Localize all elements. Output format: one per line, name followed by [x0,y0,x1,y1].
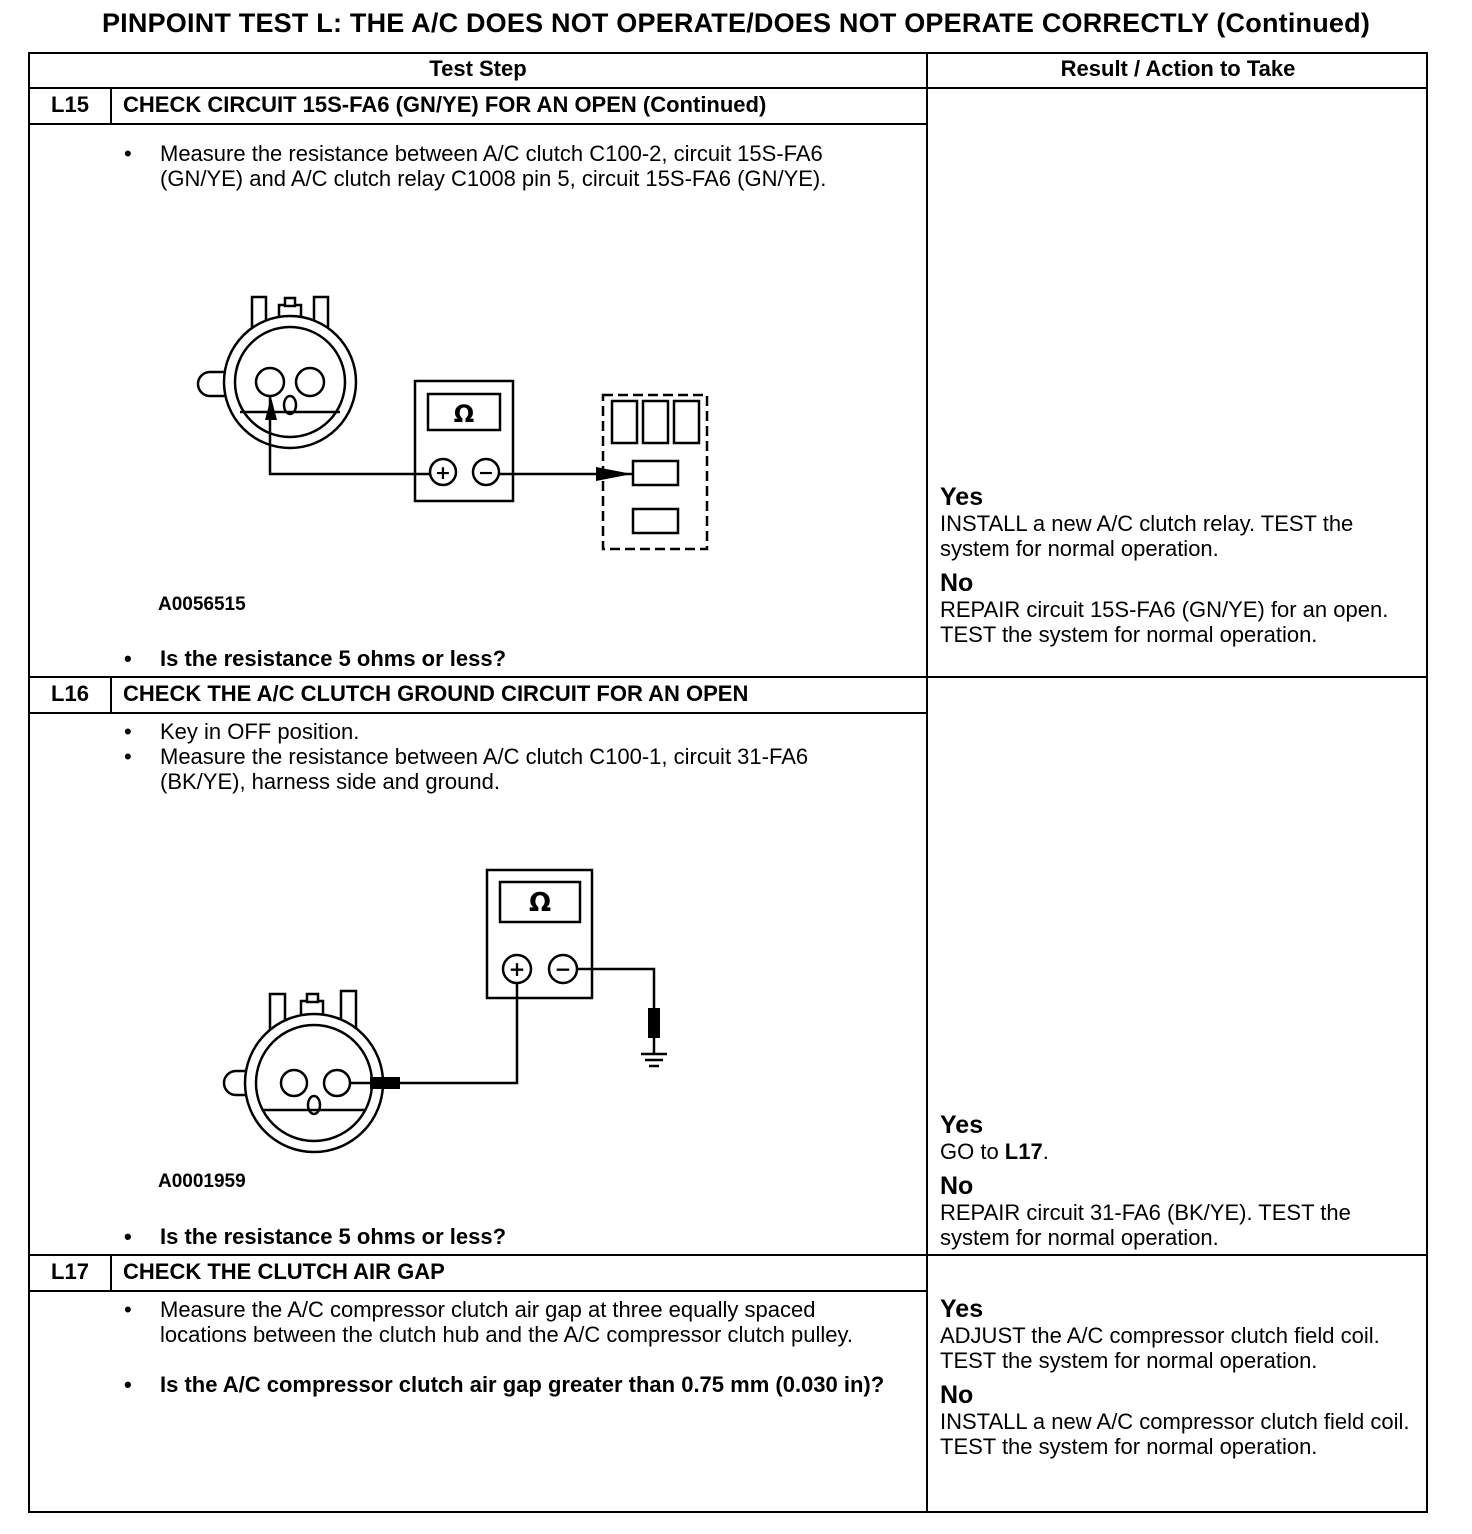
connector-latch-top [307,994,318,1002]
l16-yes-suffix: . [1042,1139,1049,1164]
bullet-icon: • [124,1297,132,1322]
bullet-icon: • [124,744,132,769]
bullet-icon: • [124,719,132,744]
header-test-step: Test Step [429,56,527,81]
header-result: Result / Action to Take [1060,56,1296,81]
l16-question [124,1224,900,1249]
step-title-l16: CHECK THE A/C CLUTCH GROUND CIRCUIT FOR AN OPEN [123,681,749,706]
l16-yes-label: Yes [940,1111,984,1139]
l17-result [940,1295,1424,1459]
step-title-l15: CHECK CIRCUIT 15S-FA6 (GN/YE) FOR AN OPEN (Continued) [123,92,767,117]
page-title: PINPOINT TEST L: THE A/C DOES NOT OPERATE/DOES NOT OPERATE CORRECTLY (Continued) [101,8,1371,38]
bullet-icon: • [124,1372,132,1397]
bullet-icon: • [124,141,132,166]
l17-instruction [124,1297,860,1347]
minus-symbol: − [478,462,494,484]
l16-question-text: Is the resistance 5 ohms or less? [160,1224,507,1249]
plus-symbol: + [508,957,526,981]
l15-no-label: No [940,569,974,597]
l15-yes-text: INSTALL a new A/C clutch relay. TEST the system for normal operation. [940,511,1354,561]
l17-yes-text: ADJUST the A/C compressor clutch field coil. TEST the system for normal operation. [940,1323,1380,1373]
plus-symbol: + [435,462,451,484]
l15-yes-label: Yes [940,483,984,511]
l16-instruction-2-text: Measure the resistance between A/C clutch C100-1, circuit 31-FA6 (BK/YE), harness side and ground. [160,744,809,794]
l15-figure-id: A0056515 [158,594,246,615]
l17-yes-label: Yes [940,1295,984,1323]
ohm-symbol: Ω [528,888,552,918]
l15-question-text: Is the resistance 5 ohms or less? [160,646,507,671]
l16-instruction-1-text: Key in OFF position. [160,719,360,744]
bullet-icon: • [124,1224,132,1249]
ohm-symbol: Ω [453,400,475,428]
l17-question [124,1372,900,1397]
l17-no-label: No [940,1381,974,1409]
l15-no-text: REPAIR circuit 15S-FA6 (GN/YE) for an open. TEST the system for normal operation. [940,597,1389,647]
probe-tip [370,1077,400,1089]
step-id-l15: L15 [51,92,89,117]
l16-yes-prefix: GO to [940,1139,1005,1164]
step-id-l17: L17 [51,1259,89,1284]
bullet-icon: • [124,646,132,671]
l16-yes-step-ref: L17 [1004,1139,1043,1164]
l15-instruction-text: Measure the resistance between A/C clutch C100-2, circuit 15S-FA6 (GN/YE) and A/C clutch relay C1008 pin 5, circuit 15S-FA6 (GN/YE). [160,141,827,191]
probe-tip [648,1008,660,1038]
l16-result [940,1111,1424,1250]
step-title-l17: CHECK THE CLUTCH AIR GAP [123,1259,445,1284]
l17-instruction-text: Measure the A/C compressor clutch air gap at three equally spaced locations between the clutch hub and the A/C compressor clutch pulley. [160,1297,853,1347]
step-id-l16: L16 [51,681,89,706]
l16-figure-id: A0001959 [158,1171,246,1192]
l16-no-label: No [940,1172,974,1200]
minus-symbol: − [554,957,572,981]
l17-no-text: INSTALL a new A/C compressor clutch field coil. TEST the system for normal operation. [940,1409,1410,1459]
l17-question-text: Is the A/C compressor clutch air gap greater than 0.75 mm (0.030 in)? [160,1372,885,1397]
l16-yes-text [940,1139,1424,1164]
l16-no-text: REPAIR circuit 31-FA6 (BK/YE). TEST the system for normal operation. [940,1200,1351,1250]
